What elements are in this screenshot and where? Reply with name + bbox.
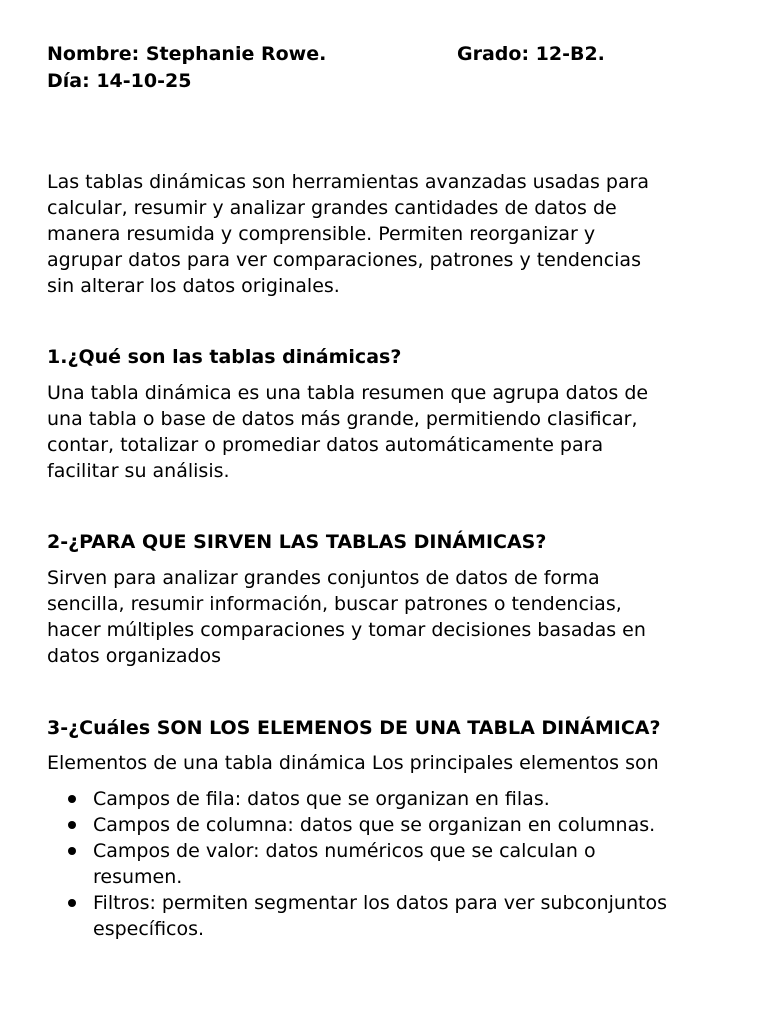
bullet-icon — [68, 899, 76, 907]
student-grade: Grado: 12-B2. — [457, 43, 605, 65]
list-item — [47, 812, 737, 838]
intro-line: calcular, resumir y analizar grandes cantidades de datos de — [47, 197, 617, 219]
bullet-icon — [68, 821, 76, 829]
list-item — [47, 838, 737, 890]
bullet-icon — [68, 795, 76, 803]
question-3-heading: 3-¿Cuáles SON LOS ELEMENOS DE UNA TABLA DINÁMICA? — [47, 717, 661, 739]
list-item-text: Campos de valor: datos numéricos que se calculan o — [93, 840, 596, 862]
list-item-text: Campos de columna: datos que se organizan en columnas. — [93, 814, 656, 836]
intro-line: sin alterar los datos originales. — [47, 275, 340, 297]
answer-1-line: Una tabla dinámica es una tabla resumen que agrupa datos de — [47, 382, 649, 404]
list-item — [47, 786, 737, 812]
document-date: Día: 14-10-25 — [47, 70, 192, 92]
list-item-text: Campos de fila: datos que se organizan en filas. — [93, 788, 550, 810]
elements-list — [47, 786, 737, 942]
answer-1-line: contar, totalizar o promediar datos automáticamente para — [47, 434, 604, 456]
answer-2-paragraph — [47, 565, 727, 669]
list-item-text: específicos. — [93, 918, 205, 940]
bullet-icon — [68, 847, 76, 855]
answer-2-line: sencilla, resumir información, buscar patrones o tendencias, — [47, 593, 622, 615]
intro-line: Las tablas dinámicas son herramientas avanzadas usadas para — [47, 171, 650, 193]
intro-line: agrupar datos para ver comparaciones, patrones y tendencias — [47, 249, 641, 271]
list-item — [47, 890, 737, 942]
intro-line: manera resumida y comprensible. Permiten reorganizar y — [47, 223, 596, 245]
answer-3-intro-line: Elementos de una tabla dinámica Los principales elementos son — [47, 752, 659, 774]
list-item-text: Filtros: permiten segmentar los datos para ver subconjuntos — [93, 892, 667, 914]
answer-2-line: hacer múltiples comparaciones y tomar decisiones basadas en — [47, 619, 646, 641]
answer-1-paragraph — [47, 380, 727, 484]
answer-1-line: una tabla o base de datos más grande, permitiendo clasificar, — [47, 408, 638, 430]
answer-1-line: facilitar su análisis. — [47, 460, 230, 482]
student-name: Nombre: Stephanie Rowe. — [47, 43, 327, 65]
question-2-heading: 2-¿PARA QUE SIRVEN LAS TABLAS DINÁMICAS? — [47, 531, 547, 553]
question-1-heading: 1.¿Qué son las tablas dinámicas? — [47, 346, 402, 368]
answer-2-line: Sirven para analizar grandes conjuntos de datos de forma — [47, 567, 600, 589]
intro-paragraph — [47, 169, 727, 299]
answer-2-line: datos organizados — [47, 645, 222, 667]
list-item-text: resumen. — [93, 866, 183, 888]
answer-3-intro — [47, 750, 727, 776]
